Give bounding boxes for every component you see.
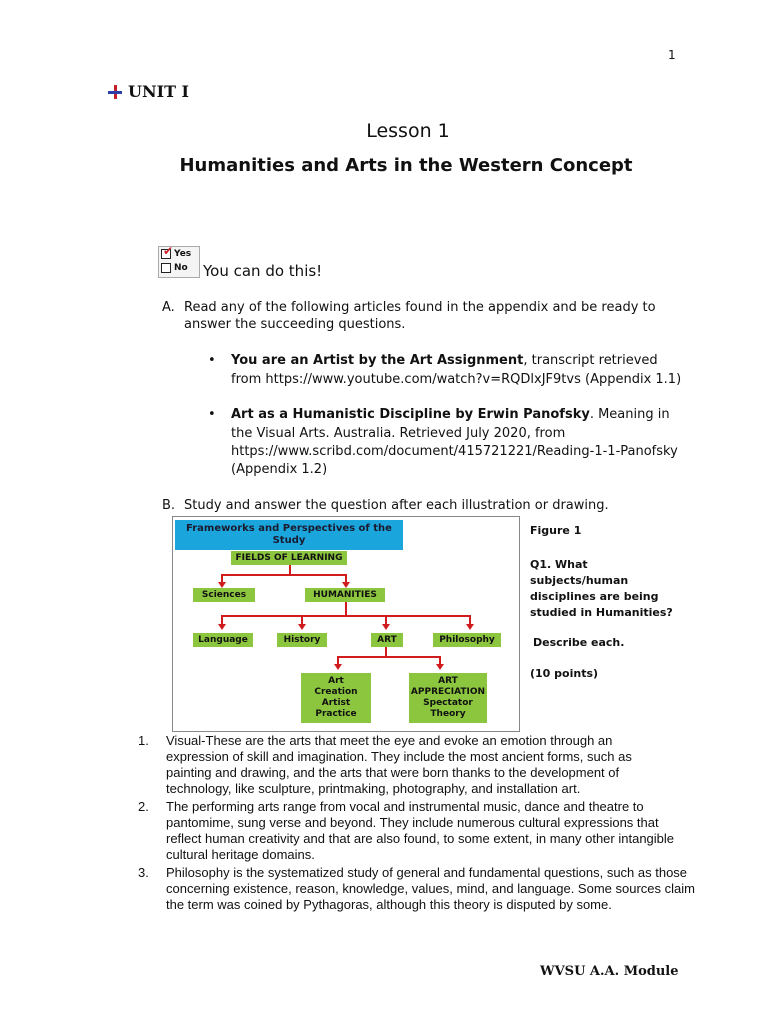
- diagram-header-line2: Study: [272, 535, 306, 546]
- figure-caption: Figure 1: [530, 524, 582, 537]
- art-creation-line: Practice: [315, 709, 357, 719]
- article-2-suffix: . Meaning in: [589, 407, 670, 422]
- item-line: Philosophy is the systematized study of general and fundamental questions, such as those: [166, 865, 688, 880]
- item-number: 1.: [138, 733, 149, 748]
- section-a-line1: Read any of the following articles found in the appendix and be ready to: [184, 300, 656, 315]
- activity-heading: You can do this!: [203, 262, 323, 280]
- question-block: [530, 557, 673, 621]
- section-b-marker: B.: [162, 498, 176, 513]
- yes-no-checkbox-icon: ✔ Yes No: [158, 246, 200, 278]
- item-number: 3.: [138, 865, 149, 880]
- item-number: 2.: [138, 799, 149, 814]
- bullet-dot-icon: •: [208, 353, 216, 368]
- art-creation-node: [301, 673, 371, 723]
- lesson-number: Lesson 1: [366, 120, 450, 142]
- humanities-node: HUMANITIES: [305, 588, 385, 602]
- yes-label: Yes: [174, 249, 192, 259]
- item-line: cultural heritage domains.: [166, 847, 315, 862]
- question-line: subjects/human: [530, 574, 629, 587]
- describe-instruction: Describe each.: [533, 636, 625, 649]
- item-line: The performing arts range from vocal and instrumental music, dance and theatre to: [166, 799, 644, 814]
- points-label: (10 points): [530, 667, 599, 680]
- art-appreciation-line: Theory: [430, 709, 466, 719]
- art-appreciation-line: Spectator: [423, 698, 473, 708]
- item-line: expression of skill and imagination. They include the most ancient forms, such as: [166, 749, 632, 764]
- item-line: Visual-These are the arts that meet the eye and evoke an emotion through an: [166, 733, 613, 748]
- unit-label: UNIT I: [128, 82, 190, 101]
- item-line: technology, like sculpture, printmaking, photography, and installation art.: [166, 781, 581, 796]
- item-line: reflect human creativity and that are also found, to some extent, in many other intangible: [166, 831, 675, 846]
- list-item: [138, 865, 738, 913]
- diagram-header-line1: Frameworks and Perspectives of the: [186, 523, 392, 534]
- no-label: No: [174, 263, 188, 273]
- article-2-line3: https://www.scribd.com/document/415721221/Reading-1-1-Panofsky: [231, 444, 678, 459]
- art-appreciation-node: [409, 673, 487, 723]
- list-item: [138, 733, 738, 797]
- question-line: disciplines are being: [530, 590, 659, 603]
- item-line: painting and drawing, and the arts that were born thanks to the development of: [166, 765, 620, 780]
- article-1-line2: from https://www.youtube.com/watch?v=RQDlxJF9tvs (Appendix 1.1): [231, 372, 682, 387]
- section-a-line2: answer the succeeding questions.: [184, 317, 406, 332]
- list-item: [138, 799, 738, 863]
- art-creation-line: Creation: [314, 687, 358, 697]
- page-number: 1: [668, 48, 676, 62]
- question-line: Q1. What: [530, 558, 588, 571]
- bullet-dot-icon: •: [208, 407, 216, 422]
- philosophy-node: Philosophy: [433, 633, 501, 647]
- diagram-header: [175, 520, 403, 550]
- art-creation-line: Art: [328, 676, 344, 686]
- item-line: the term was coined by Pythagoras, although this theory is disputed by some.: [166, 897, 612, 912]
- article-2-line4: (Appendix 1.2): [231, 462, 328, 477]
- language-node: Language: [193, 633, 253, 647]
- cross-bullet-icon: [108, 85, 122, 99]
- art-appreciation-line: ART: [438, 676, 458, 686]
- answer-list: [138, 733, 738, 915]
- article-1-title: You are an Artist by the Art Assignment: [231, 353, 524, 368]
- article-2-line2: the Visual Arts. Australia. Retrieved July 2020, from: [231, 426, 566, 441]
- article-2-title: Art as a Humanistic Discipline by Erwin Panofsky: [231, 407, 590, 422]
- article-2-line1: [231, 406, 670, 423]
- art-node: ART: [371, 633, 403, 647]
- section-b-text: Study and answer the question after each illustration or drawing.: [184, 498, 609, 513]
- item-line: concerning existence, reason, knowledge, values, mind, and language. Some sources claim: [166, 881, 695, 896]
- fields-of-learning-node: FIELDS OF LEARNING: [231, 551, 347, 565]
- article-1-line1: [231, 352, 658, 369]
- lesson-title: Humanities and Arts in the Western Concept: [179, 155, 633, 176]
- unit-heading: [108, 82, 189, 101]
- section-a-marker: A.: [162, 300, 175, 315]
- item-line: pantomime, sung verse and beyond. They include numerous cultural expressions that: [166, 815, 659, 830]
- frameworks-diagram: [172, 516, 520, 732]
- question-line: studied in Humanities?: [530, 606, 673, 619]
- footer-module-name: WVSU A.A. Module: [540, 964, 679, 979]
- article-1-suffix: , transcript retrieved: [523, 353, 658, 368]
- art-creation-line: Artist: [321, 698, 351, 708]
- art-appreciation-line: APPRECIATION: [410, 687, 486, 697]
- history-node: History: [277, 633, 327, 647]
- sciences-node: Sciences: [193, 588, 255, 602]
